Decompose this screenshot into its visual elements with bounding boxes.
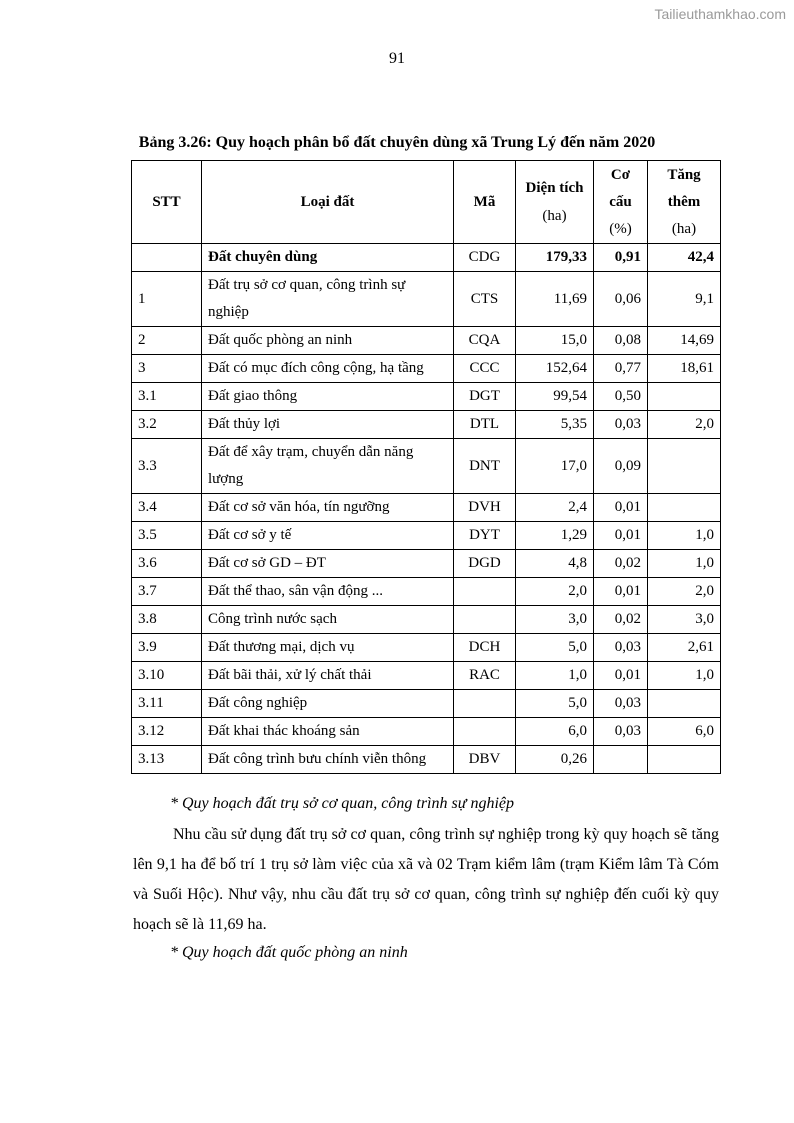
watermark: Tailieuthamkhao.com [654,6,786,22]
header-increase-line1: Tăng [667,166,701,183]
cell-land-type: Đất có mục đích công cộng, hạ tầng [202,355,454,383]
cell-land-type: Đất cơ sở y tế [202,522,454,550]
cell-code [454,606,516,634]
cell-increase: 18,61 [648,355,721,383]
cell-increase: 1,0 [648,522,721,550]
cell-share: 0,50 [594,383,648,411]
table-row [132,244,721,272]
cell-increase: 1,0 [648,662,721,690]
table-row [132,327,721,355]
cell-share: 0,09 [594,439,648,494]
table-title: Bảng 3.26: Quy hoạch phân bổ đất chuyên dùng xã Trung Lý đến năm 2020 [138,134,656,151]
cell-land-type: Đất để xây trạm, chuyển dẫn năng lượng [202,439,454,494]
cell-area: 5,35 [516,411,594,439]
cell-stt: 3.10 [132,662,202,690]
page-number: 91 [389,50,405,67]
cell-code: DVH [454,494,516,522]
cell-increase: 2,0 [648,578,721,606]
cell-stt: 3.11 [132,690,202,718]
section-heading-office-land: * Quy hoạch đất trụ sở cơ quan, công trình sự nghiệp [170,795,514,812]
cell-stt: 3 [132,355,202,383]
cell-code: DBV [454,746,516,774]
cell-share: 0,03 [594,634,648,662]
cell-share: 0,03 [594,718,648,746]
cell-land-type: Công trình nước sạch [202,606,454,634]
cell-code [454,718,516,746]
cell-area: 17,0 [516,439,594,494]
cell-code [454,578,516,606]
cell-area: 5,0 [516,690,594,718]
cell-code: DYT [454,522,516,550]
cell-area: 179,33 [516,244,594,272]
table-row [132,355,721,383]
header-increase-line2: thêm [667,193,701,210]
cell-increase: 3,0 [648,606,721,634]
cell-increase [648,690,721,718]
cell-share: 0,77 [594,355,648,383]
cell-share: 0,03 [594,690,648,718]
table-row [132,690,721,718]
cell-stt: 3.1 [132,383,202,411]
cell-share [594,746,648,774]
cell-share: 0,02 [594,550,648,578]
cell-increase: 9,1 [648,272,721,327]
table-row [132,578,721,606]
cell-area: 11,69 [516,272,594,327]
table-row [132,662,721,690]
header-increase [648,161,721,244]
cell-land-type: Đất quốc phòng an ninh [202,327,454,355]
table-row [132,550,721,578]
table-row [132,383,721,411]
header-share [594,161,648,244]
cell-increase: 6,0 [648,718,721,746]
table-row [132,494,721,522]
cell-area: 15,0 [516,327,594,355]
cell-increase: 14,69 [648,327,721,355]
cell-code: CCC [454,355,516,383]
cell-land-type: Đất công nghiệp [202,690,454,718]
cell-stt: 3.9 [132,634,202,662]
cell-increase [648,746,721,774]
cell-increase: 1,0 [648,550,721,578]
section-heading-defense-land: * Quy hoạch đất quốc phòng an ninh [170,944,408,961]
paragraph-office-land: Nhu cầu sử dụng đất trụ sở cơ quan, công trình sự nghiệp trong kỳ quy hoạch sẽ tăng lên 9,1 ha để bố trí 1 trụ sở làm việc của xã và 02 Trạm kiểm lâm (trạm Kiểm lâm Tà Cóm và Suối Hộc). Như vậy, nhu cầu đất trụ sở cơ quan, công trình sự nghiệp đến cuối kỳ quy hoạch sẽ là 11,69 ha. [133,826,719,933]
cell-share: 0,01 [594,662,648,690]
cell-stt: 3.2 [132,411,202,439]
cell-area: 4,8 [516,550,594,578]
cell-code: DTL [454,411,516,439]
cell-share: 0,01 [594,494,648,522]
cell-code: DGT [454,383,516,411]
cell-increase [648,439,721,494]
cell-stt: 3.8 [132,606,202,634]
cell-increase: 42,4 [648,244,721,272]
cell-share: 0,03 [594,411,648,439]
cell-code: CDG [454,244,516,272]
header-land-type: Loại đất [202,161,454,244]
header-area [516,161,594,244]
cell-land-type: Đất khai thác khoáng sản [202,718,454,746]
cell-code: RAC [454,662,516,690]
table-row [132,522,721,550]
cell-area: 2,0 [516,578,594,606]
table-row [132,411,721,439]
cell-share: 0,01 [594,522,648,550]
cell-area: 3,0 [516,606,594,634]
cell-stt: 2 [132,327,202,355]
table-row [132,439,721,494]
header-code: Mã [454,161,516,244]
cell-area: 6,0 [516,718,594,746]
table-row [132,634,721,662]
cell-land-type: Đất bãi thải, xử lý chất thải [202,662,454,690]
cell-share: 0,91 [594,244,648,272]
header-area-line1: Diện tích [525,180,584,196]
cell-increase [648,383,721,411]
header-share-line3: (%) [609,220,632,237]
table-row [132,718,721,746]
cell-area: 99,54 [516,383,594,411]
cell-land-type: Đất trụ sở cơ quan, công trình sự nghiệp [202,272,454,327]
table-row [132,746,721,774]
cell-stt: 3.6 [132,550,202,578]
land-allocation-table [131,160,721,774]
cell-area: 2,4 [516,494,594,522]
cell-code: CTS [454,272,516,327]
cell-stt: 3.5 [132,522,202,550]
cell-land-type: Đất giao thông [202,383,454,411]
cell-stt: 3.7 [132,578,202,606]
cell-share: 0,08 [594,327,648,355]
cell-increase: 2,0 [648,411,721,439]
cell-share: 0,01 [594,578,648,606]
cell-land-type: Đất thể thao, sân vận động ... [202,578,454,606]
cell-land-type: Đất thương mại, dịch vụ [202,634,454,662]
cell-land-type: Đất cơ sở GD – ĐT [202,550,454,578]
cell-code: DCH [454,634,516,662]
header-share-line1: Cơ [610,166,631,183]
header-share-line2: cấu [609,193,632,210]
cell-area: 0,26 [516,746,594,774]
cell-area: 1,0 [516,662,594,690]
cell-code: DNT [454,439,516,494]
cell-area: 5,0 [516,634,594,662]
cell-land-type: Đất thủy lợi [202,411,454,439]
cell-code [454,690,516,718]
cell-stt: 3.3 [132,439,202,494]
cell-land-type: Đất chuyên dùng [202,244,454,272]
cell-code: DGD [454,550,516,578]
header-area-line2: (ha) [542,208,567,224]
cell-stt: 1 [132,272,202,327]
cell-increase [648,494,721,522]
cell-increase: 2,61 [648,634,721,662]
cell-stt: 3.12 [132,718,202,746]
table-header-row [132,161,721,244]
cell-stt: 3.4 [132,494,202,522]
cell-land-type: Đất cơ sở văn hóa, tín ngưỡng [202,494,454,522]
header-stt: STT [132,161,202,244]
cell-area: 1,29 [516,522,594,550]
cell-code: CQA [454,327,516,355]
cell-stt: 3.13 [132,746,202,774]
table-row [132,272,721,327]
cell-area: 152,64 [516,355,594,383]
cell-share: 0,06 [594,272,648,327]
cell-share: 0,02 [594,606,648,634]
table-row [132,606,721,634]
cell-stt [132,244,202,272]
header-increase-line3: (ha) [671,220,697,237]
cell-land-type: Đất công trình bưu chính viễn thông [202,746,454,774]
